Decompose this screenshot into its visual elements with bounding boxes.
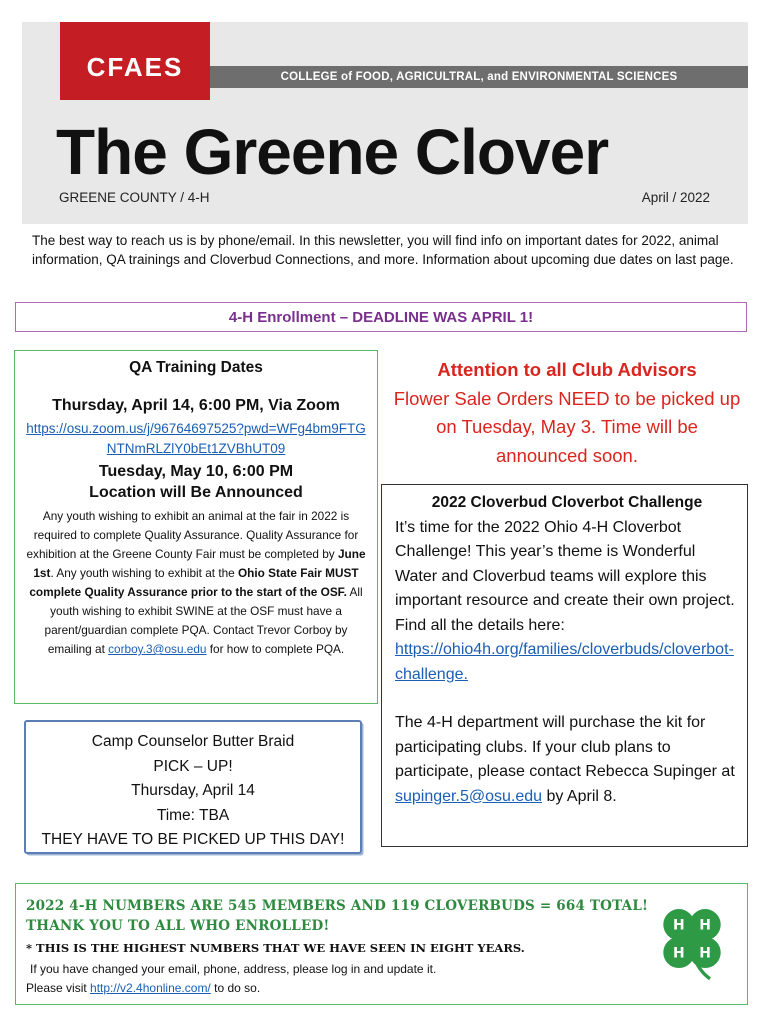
cloverbot-challenge-box (381, 484, 748, 847)
issue-date: April / 2022 (641, 190, 710, 205)
update-info-line: If you have changed your email, phone, address, please log in and update it. (30, 962, 437, 976)
qa-description: Any youth wishing to exhibit an animal at the fair in 2022 is required to complete Quality Assurance. Quality Assurance for exhibition at the Greene County Fair must be completed by June 1st. Any youth wishing to exhibit at the Ohio State Fair MUST complete Quality Assurance prior to the start of the OSF. All youth wishing to exhibit SWINE at the OSF must have a parent/guardian complete PQA. Contact Trevor Corboy by emailing at corboy.3@osu.edu for how to complete PQA. (26, 509, 366, 656)
attention-title: Attention to all Club Advisors (437, 359, 697, 380)
enrollment-numbers-box (15, 883, 748, 1005)
cloverbot-link[interactable]: https://ohio4h.org/families/cloverbuds/cloverbot-challenge. (395, 641, 734, 683)
cloverbot-title: 2022 Cloverbud Cloverbot Challenge (431, 494, 703, 511)
4honline-link[interactable]: http://v2.4honline.com/ (90, 981, 211, 995)
college-name-bar: COLLEGE of FOOD, AGRICULTRAL, and ENVIRONMENTAL SCIENCES (210, 66, 748, 88)
attention-body: Flower Sale Orders NEED to be picked up on Tuesday, May 3. Time will be announced soon. (393, 387, 741, 466)
qa-location: Location will Be Announced (89, 484, 303, 501)
newsletter-title: The Greene Clover (56, 116, 609, 188)
qa-date-2: Tuesday, May 10, 6:00 PM (98, 463, 294, 480)
qa-date-1: Thursday, April 14, 6:00 PM, Via Zoom (52, 397, 340, 414)
camp-counselor-box (24, 720, 362, 854)
camp-line-4: Time: TBA (156, 806, 230, 824)
cloverbot-paragraph-1: It’s time for the 2022 Ohio 4-H Cloverbot Challenge! This year’s theme is Wonderful Water and Cloverbud teams will explore this important resource and create their own project. Find all the details here: https://ohio4h.org/families/cloverbuds/cloverbot-challenge. (395, 518, 735, 683)
clover-letter-1: H (673, 917, 685, 934)
camp-line-3: Thursday, April 14 (131, 782, 255, 799)
corboy-email-link[interactable]: corboy.3@osu.edu (108, 642, 207, 656)
visit-line: Please visit http://v2.4honline.com/ to do so. (26, 981, 261, 995)
camp-line-1: Camp Counselor Butter Braid (91, 733, 295, 750)
intro-paragraph: The best way to reach us is by phone/email. In this newsletter, you will find info on important dates for 2022, animal information, QA trainings and Cloverbud Connections, and more. Information about upcoming due dates on last page. (32, 233, 734, 267)
enrollment-banner: 4-H Enrollment – DEADLINE WAS APRIL 1! (15, 302, 747, 332)
four-h-clover-icon (651, 900, 733, 982)
clover-letter-2: H (699, 917, 711, 934)
camp-line-2: PICK – UP! (153, 757, 233, 775)
qa-title: QA Training Dates (129, 359, 263, 376)
camp-line-5: THEY HAVE TO BE PICKED UP THIS DAY! (41, 831, 345, 848)
zoom-link[interactable]: https://osu.zoom.us/j/96764697525?pwd=WFg4bm9FTGNTNmRLZlY0bEt1ZVBhUT09 (26, 421, 366, 456)
clover-letter-3: H (673, 945, 685, 962)
cfaes-logo: CFAES (60, 22, 210, 100)
clover-letter-4: H (699, 945, 711, 962)
highest-numbers-note: * THIS IS THE HIGHEST NUMBERS THAT WE HAVE SEEN IN EIGHT YEARS. (26, 941, 525, 955)
supinger-email-link[interactable]: supinger.5@osu.edu (395, 787, 543, 805)
cloverbot-paragraph-2: The 4-H department will purchase the kit for participating clubs. If your club plans to participate, please contact Rebecca Supinger at supinger.5@osu.edu by April 8. (395, 714, 735, 805)
newsletter-header (22, 22, 748, 224)
qa-training-box (14, 350, 378, 704)
numbers-headline: 2022 4-H NUMBERS ARE 545 MEMBERS AND 119 CLOVERBUDS = 664 TOTAL! (26, 898, 649, 914)
county-label: GREENE COUNTY / 4-H (59, 190, 210, 205)
attention-notice (392, 356, 742, 470)
thank-you-line: THANK YOU TO ALL WHO ENROLLED! (26, 918, 330, 934)
